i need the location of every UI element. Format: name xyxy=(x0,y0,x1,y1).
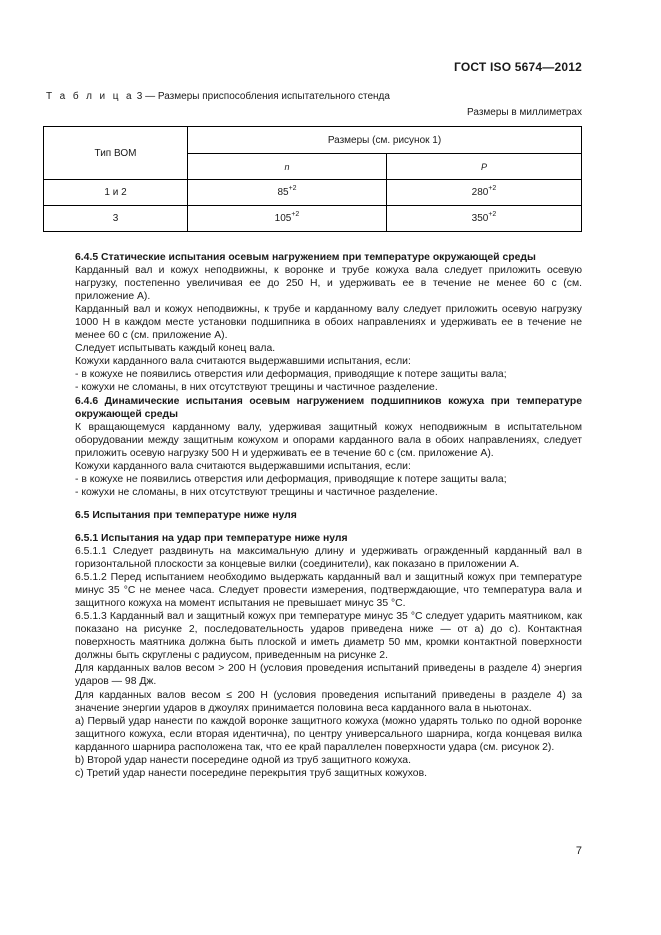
page-number: 7 xyxy=(575,845,582,857)
cell-type: 3 xyxy=(44,206,188,232)
paragraph: 6.5.1.3 Карданный вал и защитный кожух при температуре минус 35 °С следует ударить маятником, как показано на рисунке 2, последовательность ударов приведена ниже — от а) до с). Контактная поверхность маятника должна быть плоской и иметь диаметр 50 мм, кромки контактной поверхности должны быть скруглены с радиусом, приведенным на рисунке 2. xyxy=(75,611,582,662)
header-type: Тип ВОМ xyxy=(44,127,188,180)
paragraph: К вращающемуся карданному валу, удерживая защитный кожух неподвижным в испытательном оборудовании между защитным кожухом и опорами карданного вала в обоих направлениях, следует приложить осевую нагрузку 500 Н и удерживать ее в течение 60 с (см. приложение А). xyxy=(75,421,582,459)
heading-6-5: 6.5 Испытания при температуре ниже нуля xyxy=(75,509,297,521)
paragraph: Карданный вал и кожух неподвижны, к трубе и карданному валу следует приложить осевую нагрузку 1000 Н в каждом месте установки подшипника в обоих направлениях и удерживать ее в течение не менее 60 с (см. приложение А). xyxy=(75,304,582,342)
dimensions-table xyxy=(43,126,582,232)
header-p: P xyxy=(387,154,582,180)
standard-number: ГОСТ ISO 5674—2012 xyxy=(453,60,582,74)
cell-n: $85^{+2}$ xyxy=(188,180,387,206)
list-item: - в кожухе не появились отверстия или деформация, приводящие к потере защиты вала; xyxy=(75,473,507,485)
paragraph: 6.5.1.1 Следует раздвинуть на максимальную длину и удерживать огражденный карданный вал в горизонтальной плоскости за концевые вилки (соединители), как показано в приложении А. xyxy=(75,545,582,571)
paragraph: Для карданных валов весом > 200 Н (условия проведения испытаний приведены в разделе 4) энергия ударов — 98 Дж. xyxy=(75,663,582,688)
cell-type: 1 и 2 xyxy=(44,180,188,206)
table-caption-text: 3 — Размеры приспособления испытательного стенда xyxy=(136,91,390,102)
cell-p: $280^{+2}$ xyxy=(387,180,582,206)
table-row xyxy=(44,206,582,232)
heading-6-5-1: 6.5.1 Испытания на удар при температуре ниже нуля xyxy=(75,532,348,544)
list-item: - кожухи не сломаны, в них отсутствуют трещины и частичное разделение. xyxy=(75,382,438,394)
header-dimensions: Размеры (см. рисунок 1) xyxy=(188,127,582,154)
table-row xyxy=(44,180,582,206)
heading-6-4-6: 6.4.6 Динамические испытания осевым нагружением подшипников кожуха при температуре окружающей среды xyxy=(75,395,582,420)
paragraph: Следует испытывать каждый конец вала. xyxy=(75,343,276,355)
list-item: - в кожухе не появились отверстия или деформация, приводящие к потере защиты вала; xyxy=(75,369,507,381)
table-caption-label: Т а б л и ц а xyxy=(46,91,134,102)
document-body xyxy=(75,251,582,780)
cell-p: $350^{+2}$ xyxy=(387,206,582,232)
list-item: с) Третий удар нанести посередине перекрытия труб защитных кожухов. xyxy=(75,767,427,779)
paragraph: 6.5.1.2 Перед испытанием необходимо выдержать карданный вал и защитный кожух при температуре минус 35 °С не менее часа. Следует провести измерения, подтверждающие, что температура вала и защитного кожуха на момент испытания не превышает минус 35 °С. xyxy=(75,572,582,610)
table-caption xyxy=(46,91,390,102)
paragraph: Карданный вал и кожух неподвижны, к воронке и трубе кожуха вала следует приложить осевую нагрузку, постепенно увеличивая ее до 250 Н, и удерживать ее в течение не менее 60 с (см. приложение А). xyxy=(75,265,582,303)
list-item: а) Первый удар нанести по каждой воронке защитного кожуха (можно ударять только по одной воронке защитного кожуха, если вторая идентична), по центру универсального шарнира, когда концевая вилка карданного шарнира расположена так, что ее край параллелен поверхности удара (см. рисунок 2). xyxy=(75,715,582,753)
list-item: - кожухи не сломаны, в них отсутствуют трещины и частичное разделение. xyxy=(75,486,438,498)
paragraph: Кожухи карданного вала считаются выдержавшими испытания, если: xyxy=(75,356,411,368)
cell-n: $105^{+2}$ xyxy=(188,206,387,232)
paragraph: Кожухи карданного вала считаются выдержавшими испытания, если: xyxy=(75,460,411,472)
paragraph: Для карданных валов весом ≤ 200 Н (условия проведения испытаний приведены в разделе 4) за значение энергии ударов в джоулях принимается половина веса карданного вала в ньютонах. xyxy=(75,689,582,714)
heading-6-4-5: 6.4.5 Статические испытания осевым нагружением при температуре окружающей среды xyxy=(75,252,536,263)
list-item: b) Второй удар нанести посередине одной из труб защитного кожуха. xyxy=(75,754,411,766)
header-n: n xyxy=(188,154,387,180)
table-units: Размеры в миллиметрах xyxy=(467,107,582,118)
